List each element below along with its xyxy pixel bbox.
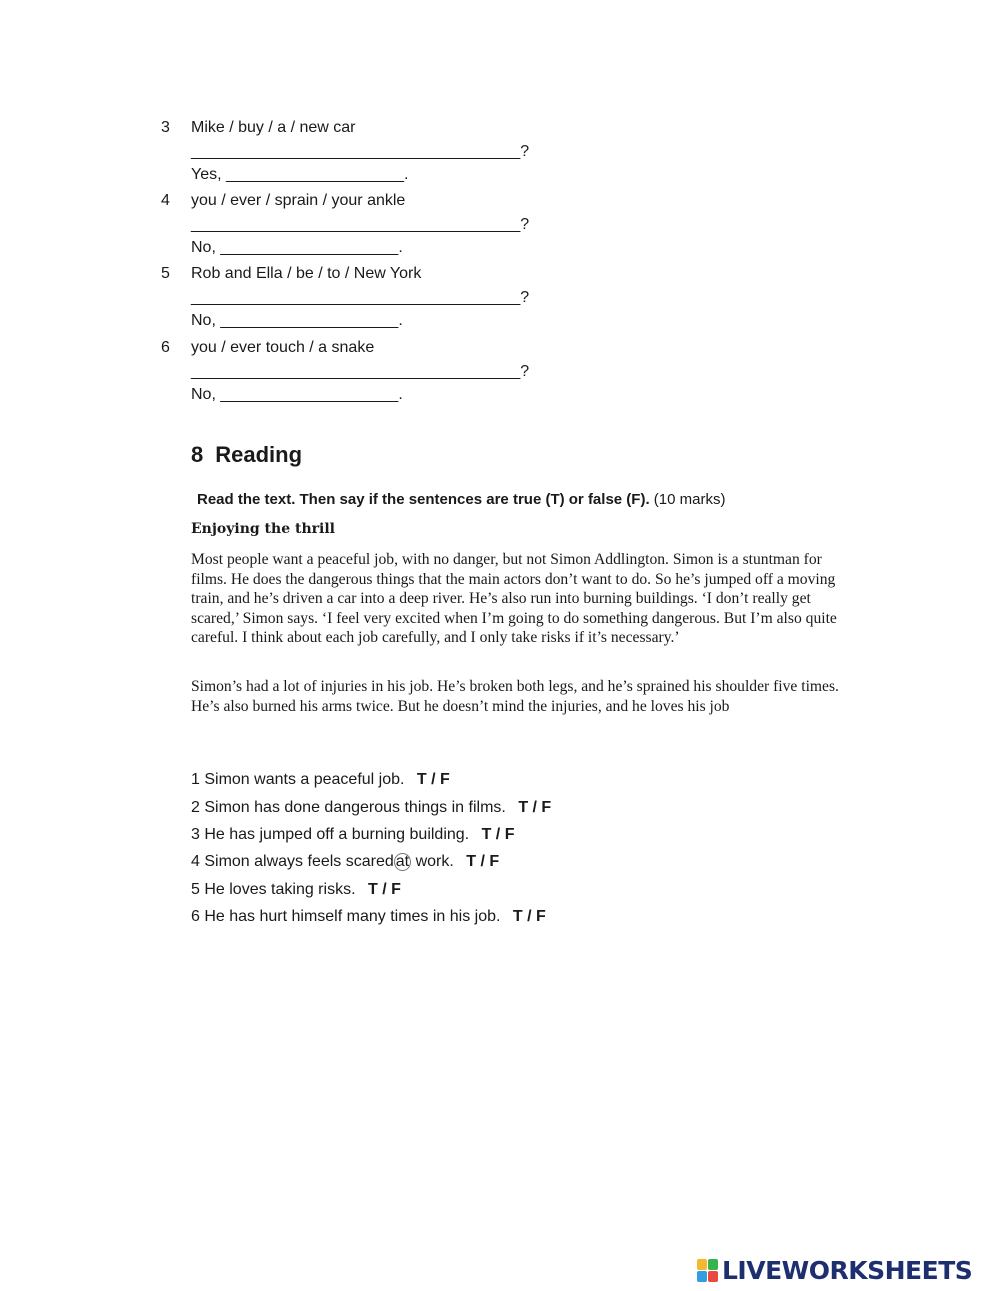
tf-statement-3	[191, 826, 514, 844]
item-number: 5	[161, 265, 170, 282]
liveworksheets-logo	[697, 1258, 972, 1284]
logo-block	[708, 1271, 718, 1282]
tf-statement-2	[191, 799, 551, 817]
statement-text: 1 Simon wants a peaceful job.	[191, 771, 405, 788]
statement-text: 2 Simon has done dangerous things in films.	[191, 799, 506, 816]
tf-choice[interactable]: T / F	[512, 908, 546, 925]
section-title: Reading	[215, 442, 303, 467]
section-number: 8	[191, 442, 204, 467]
question-answer-line[interactable]: _____________________________________?	[191, 289, 530, 306]
statement-text: 5 He loves taking risks.	[191, 881, 356, 898]
logo-blocks-icon	[697, 1259, 719, 1283]
tf-choice[interactable]: T / F	[367, 881, 401, 898]
instruction-text: Read the text. Then say if the sentences are true (T) or false (F).	[197, 491, 650, 508]
question-answer-line[interactable]: _____________________________________?	[191, 216, 530, 233]
item-number: 4	[161, 192, 170, 209]
tf-statement-1	[191, 771, 450, 789]
tf-statement-6	[191, 908, 546, 926]
short-answer-line[interactable]: No, ____________________.	[191, 239, 403, 256]
statement-text: 3 He has jumped off a burning building.	[191, 826, 470, 843]
circled-word: at	[395, 853, 410, 870]
section-heading	[191, 442, 302, 468]
logo-block	[697, 1259, 707, 1270]
statement-text: 4 Simon always feels scared	[191, 853, 394, 870]
item-prompt: you / ever touch / a snake	[191, 339, 375, 356]
question-answer-line[interactable]: _____________________________________?	[191, 143, 530, 160]
item-number: 3	[161, 119, 170, 136]
item-prompt: Mike / buy / a / new car	[191, 119, 356, 136]
logo-block	[708, 1259, 718, 1270]
logo-block	[697, 1271, 707, 1282]
tf-statement-5	[191, 881, 401, 899]
tf-choice[interactable]: T / F	[416, 771, 450, 788]
short-answer-line[interactable]: Yes, ____________________.	[191, 166, 409, 183]
text-title: Enjoying the thrill	[191, 521, 335, 537]
statement-text: 6 He has hurt himself many times in his job.	[191, 908, 501, 925]
reading-paragraph-2: Simon’s had a lot of injuries in his job. He’s broken both legs, and he’s sprained his shoulder five times. He’s also burned his arms twice. But he doesn’t mind the injuries, and he loves his job	[191, 678, 839, 715]
question-answer-line[interactable]: _____________________________________?	[191, 363, 530, 380]
tf-choice[interactable]: T / F	[481, 826, 515, 843]
item-number: 6	[161, 339, 170, 356]
short-answer-line[interactable]: No, ____________________.	[191, 312, 403, 329]
tf-choice[interactable]: T / F	[518, 799, 552, 816]
short-answer-line[interactable]: No, ____________________.	[191, 386, 403, 403]
logo-text: LIVEWORKSHEETS	[722, 1256, 973, 1285]
tf-statement-4	[191, 853, 499, 871]
item-prompt: you / ever / sprain / your ankle	[191, 192, 406, 209]
instructions	[197, 491, 725, 508]
reading-paragraph-1: Most people want a peaceful job, with no danger, but not Simon Addlington. Simon is a stuntman for films. He does the dangerous things that the main actors don’t want to do. So he’s jumped off a moving train, and he’s driven a car into a deep river. He’s also run into burning buildings. ‘I don’t really get scared,’ Simon says. ‘I feel very excited when I’m going to do something dangerous. But I’m also quite careful. I think about each job carefully, and I only take risks if it’s necessary.’	[191, 551, 837, 646]
statement-text-end: work.	[415, 853, 454, 870]
tf-choice[interactable]: T / F	[466, 853, 500, 870]
marks-text: (10 marks)	[653, 491, 726, 508]
item-prompt: Rob and Ella / be / to / New York	[191, 265, 422, 282]
